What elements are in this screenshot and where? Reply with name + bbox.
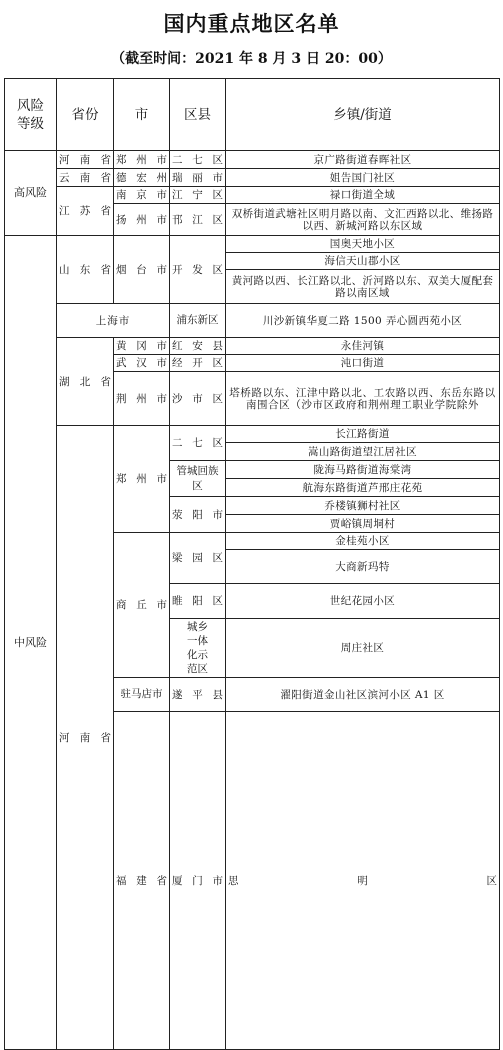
table-row	[5, 151, 500, 169]
district-cell: 二七区	[170, 426, 226, 461]
street-cell: 海信天山郡小区	[226, 253, 500, 270]
province-cell: 河南省	[57, 426, 114, 1050]
risk-level-high: 高风险	[5, 151, 57, 236]
header-city: 市	[114, 79, 170, 151]
city-cell: 德宏州	[114, 169, 170, 187]
district-cell: 浦东新区	[170, 304, 226, 338]
table-row	[5, 426, 500, 443]
province-cell: 云南省	[57, 169, 114, 187]
street-cell: 濯阳街道金山社区滨河小区 A1 区	[226, 678, 500, 712]
city-cell: 郑州市	[114, 151, 170, 169]
city-cell: 烟台市	[114, 236, 170, 304]
province-cell: 上海市	[57, 304, 170, 338]
table-row	[5, 236, 500, 253]
street-cell: 贾峪镇周垌村	[226, 515, 500, 533]
street-cell: 嵩山路街道望江居社区	[226, 443, 500, 461]
street-cell: 沌口街道	[226, 355, 500, 372]
district-cell: 梁园区	[170, 533, 226, 584]
street-cell: 黄河路以西、长江路以北、沂河路以东、双美大厦配套路以南区域	[226, 270, 500, 304]
street-cell: 陇海马路街道海棠湾	[226, 461, 500, 479]
header-district: 区县	[170, 79, 226, 151]
street-cell: 金桂苑小区	[226, 533, 500, 550]
district-cell: 城乡一体化示范区	[170, 619, 226, 678]
district-cell: 沙市区	[170, 372, 226, 426]
city-cell: 驻马店市	[114, 678, 170, 712]
city-cell: 南京市	[114, 187, 170, 204]
province-cell: 江苏省	[57, 187, 114, 236]
district-cell: 邗江区	[170, 204, 226, 236]
district-cell: 瑞丽市	[170, 169, 226, 187]
district-cell: 红安县	[170, 338, 226, 355]
street-cell: 京广路街道春晖社区	[226, 151, 500, 169]
street-cell: 塔桥路以东、江津中路以北、工农路以西、东岳东路以南围合区（沙市区政府和荆州理工职业学院除外	[226, 372, 500, 426]
district-cell: 遂平县	[170, 678, 226, 712]
table-row	[5, 304, 500, 338]
district-cell: 江宁区	[170, 187, 226, 204]
district-cell: 管城回族区	[170, 461, 226, 497]
district-cell: 二七区	[170, 151, 226, 169]
city-cell: 厦门市	[170, 712, 226, 1050]
risk-area-table	[4, 78, 500, 1050]
street-cell: 川沙新镇华夏二路 1500 弄心圆西苑小区	[226, 304, 500, 338]
table-row	[5, 338, 500, 355]
table-row	[5, 169, 500, 187]
city-cell: 商丘市	[114, 533, 170, 678]
street-cell: 世纪花园小区	[226, 584, 500, 619]
street-cell: 长江路街道	[226, 426, 500, 443]
district-cell: 荥阳市	[170, 497, 226, 533]
street-cell: 姐告国门社区	[226, 169, 500, 187]
province-cell: 山东省	[57, 236, 114, 304]
city-cell: 扬州市	[114, 204, 170, 236]
district-cell: 经开区	[170, 355, 226, 372]
district-cell: 开发区	[170, 236, 226, 304]
street-cell: 禄口街道全域	[226, 187, 500, 204]
city-cell: 郑州市	[114, 426, 170, 533]
province-cell: 河南省	[57, 151, 114, 169]
district-cell: 睢阳区	[170, 584, 226, 619]
street-cell: 大商新玛特	[226, 550, 500, 584]
city-cell: 武汉市	[114, 355, 170, 372]
city-cell: 荆州市	[114, 372, 170, 426]
table-header-row	[5, 79, 500, 151]
street-cell: 双桥街道武塘社区明月路以南、文汇西路以北、维扬路以西、新城河路以东区域	[226, 204, 500, 236]
street-cell: 国奥天地小区	[226, 236, 500, 253]
district-cell: 思明区	[226, 712, 500, 1050]
page-title: 国内重点地区名单	[163, 11, 340, 36]
street-cell: 航海东路街道芦邢庄花苑	[226, 479, 500, 497]
header-risk-level: 风险等级	[5, 79, 57, 151]
page-subtitle: （截至时间：2021 年 8 月 3 日 20：00）	[111, 51, 392, 67]
city-cell: 黄冈市	[114, 338, 170, 355]
province-cell: 福建省	[114, 712, 170, 1050]
table-row	[5, 187, 500, 204]
province-cell: 湖北省	[57, 338, 114, 426]
risk-level-mid: 中风险	[5, 236, 57, 1050]
street-cell: 永佳河镇	[226, 338, 500, 355]
header-street: 乡镇/街道	[226, 79, 500, 151]
street-cell: 乔楼镇狮村社区	[226, 497, 500, 515]
street-cell: 周庄社区	[226, 619, 500, 678]
header-province: 省份	[57, 79, 114, 151]
